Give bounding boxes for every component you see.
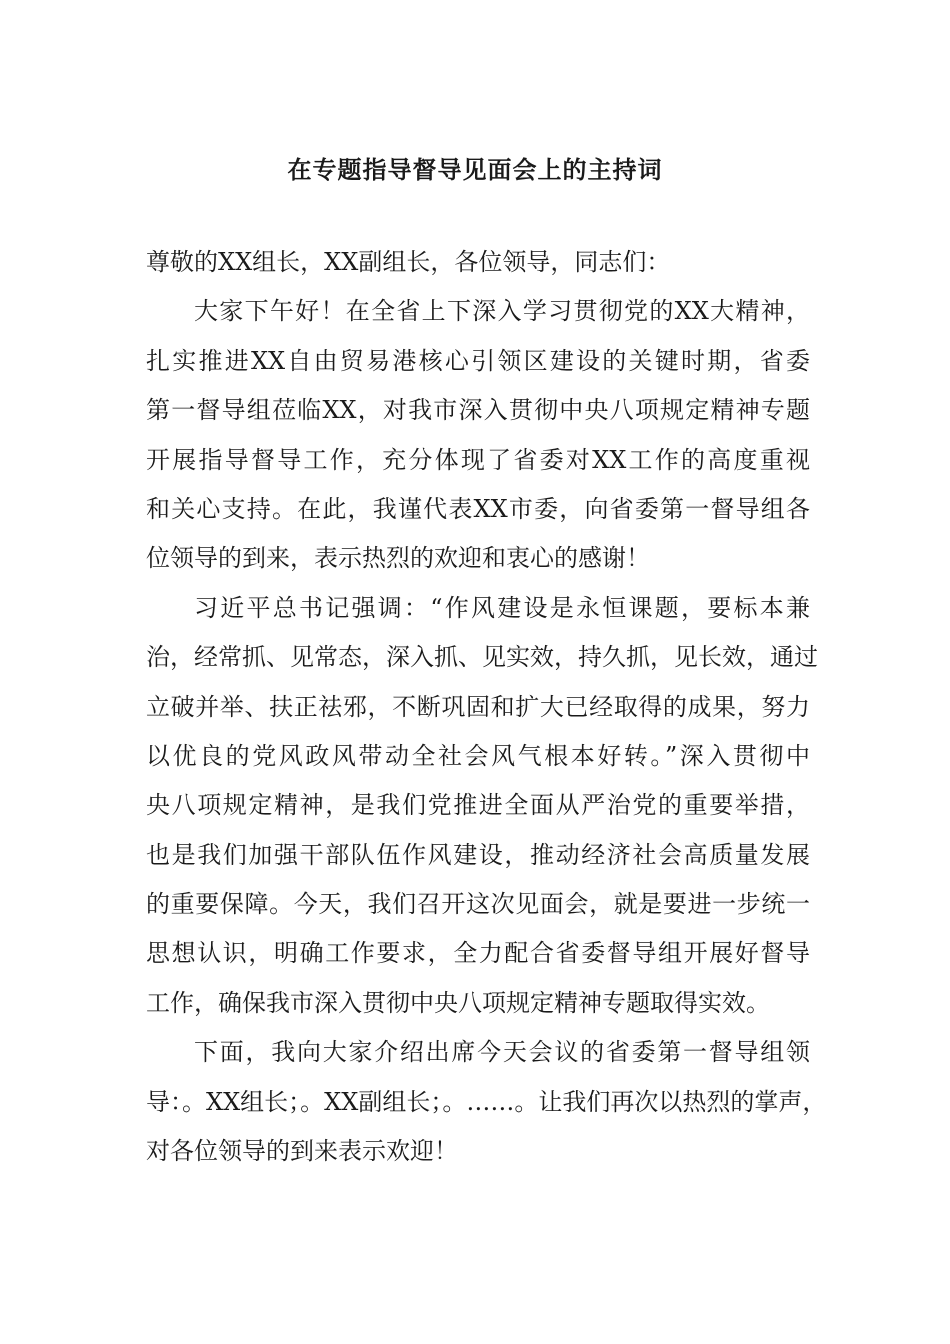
paragraph-line: 开展指导督导工作，充分体现了省委对XX工作的高度重视: [146, 445, 810, 474]
paragraph-line: 和关心支持。在此，我谨代表XX市委，向省委第一督导组各: [146, 494, 810, 523]
paragraph-line: 立破并举、扶正祛邪，不断巩固和扩大已经取得的成果，努力: [146, 692, 810, 721]
paragraph-line: 扎实推进XX自由贸易港核心引领区建设的关键时期，省委: [146, 346, 810, 375]
salutation: 尊敬的XX组长，XX副组长，各位领导，同志们：: [146, 248, 671, 276]
paragraph-line: 下面，我向大家介绍出席今天会议的省委第一督导组领: [194, 1038, 810, 1067]
document-body: [146, 238, 827, 1176]
paragraph-line: 对各位领导的到来表示欢迎！: [146, 1137, 458, 1166]
paragraph-line: 大家下午好！在全省上下深入学习贯彻党的XX大精神，: [194, 297, 810, 326]
paragraph-line: 导：。XX组长；。XX副组长；。……。让我们再次以热烈的掌声，: [146, 1087, 827, 1116]
paragraph-line: 习近平总书记强调：“作风建设是永恒课题，要标本兼: [194, 593, 810, 622]
paragraph-line: 工作，确保我市深入贯彻中央八项规定精神专题取得实效。: [146, 988, 770, 1017]
paragraph-line: 第一督导组莅临XX，对我市深入贯彻中央八项规定精神专题: [146, 396, 810, 425]
paragraph-line: 也是我们加强干部队伍作风建设，推动经济社会高质量发展: [146, 840, 810, 869]
paragraph-line: 治，经常抓、见常态，深入抓、见实效，持久抓，见长效，通过: [146, 643, 818, 672]
paragraph-line: 的重要保障。今天，我们召开这次见面会，就是要进一步统一: [146, 890, 810, 919]
paragraph-line: 位领导的到来，表示热烈的欢迎和衷心的感谢！: [146, 544, 650, 573]
paragraph-line: 央八项规定精神，是我们党推进全面从严治党的重要举措，: [146, 791, 810, 820]
document-title: 在专题指导督导见面会上的主持词: [287, 156, 663, 184]
paragraph-line: 思想认识，明确工作要求，全力配合省委督导组开展好督导: [146, 939, 810, 968]
paragraph-line: 以优良的党风政风带动全社会风气根本好转。”深入贯彻中: [146, 741, 810, 770]
